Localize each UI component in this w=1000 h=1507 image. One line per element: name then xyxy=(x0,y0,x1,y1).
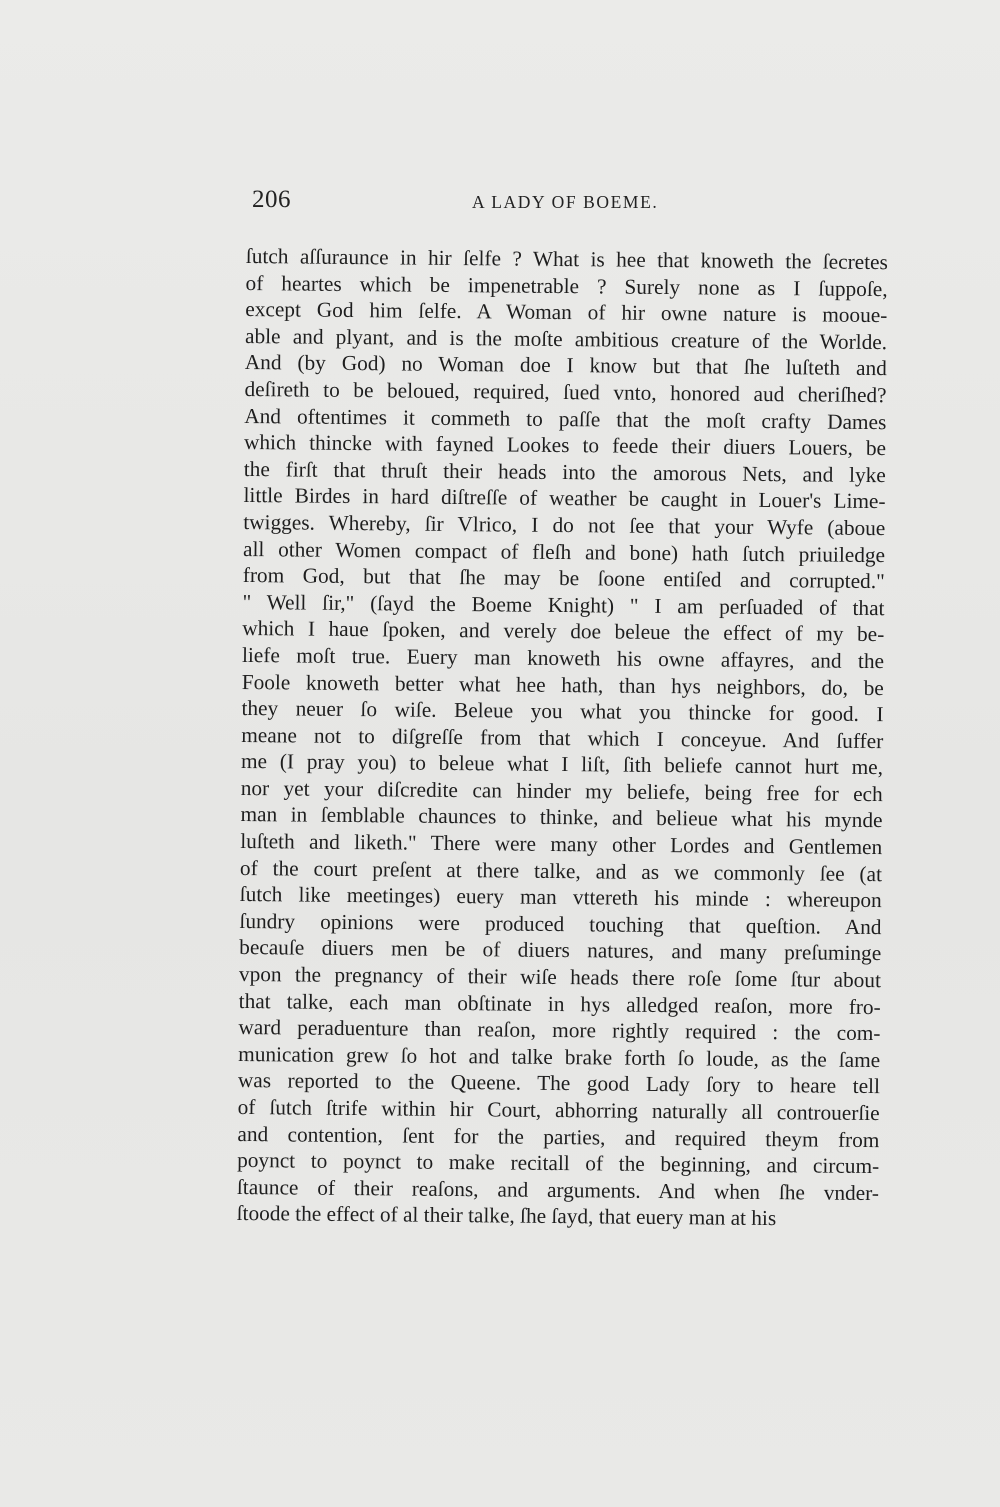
text-line: becauſe diuers men be of diuers natures, and many preſuminge xyxy=(239,935,882,966)
text-line: the firſt that thruſt their heads into the amorous Nets, and lyke xyxy=(243,456,886,487)
text-line: from God, but that ſhe may be ſoone entiſed and corrupted." xyxy=(242,563,885,594)
text-line: ward peraduenture than reaſon, more rightly required : the com- xyxy=(238,1015,881,1046)
text-line: was reported to the Queene. The good Lady ſory to heare tell xyxy=(237,1068,881,1099)
text-line: twigges. Whereby, ſir Vlrico, I do not ſee that your Wyfe (aboue xyxy=(243,509,886,541)
text-line: except God him ſelfe. A Woman of hir owne nature is mooue- xyxy=(245,297,888,328)
text-line: of the court preſent at there talke, and as we commonly ſee (at xyxy=(239,855,883,886)
text-line: me (I pray you) to beleue what I liſt, ſith beliefe cannot hurt me, xyxy=(240,749,884,780)
text-line: Foole knoweth better what hee hath, than hys neighbors, do, be xyxy=(241,669,884,700)
text-line: of ſutch ſtrife within hir Court, abhorring naturally all controuerſie xyxy=(237,1094,880,1126)
text-line: poynct to poynct to make recitall of the beginning, and circum- xyxy=(237,1148,880,1179)
text-line: and contention, ſent for the parties, and required theym from xyxy=(237,1121,880,1152)
text-line: all other Women compact of fleſh and bone) hath ſutch priuiledge xyxy=(242,536,886,567)
text-line: " Well ſir," (ſayd the Boeme Knight) " I am perſuaded of that xyxy=(242,589,885,620)
text-line: they neuer ſo wiſe. Beleue you what you thincke for good. I xyxy=(241,696,884,727)
text-line: And (by God) no Woman doe I know but that ſhe luſteth and xyxy=(244,350,887,381)
text-line: deſireth to be beloued, required, ſued vnto, honored aud cheriſhed? xyxy=(244,376,887,408)
text-line: ſutch like meetinges) euery man vttereth his minde : whereupon xyxy=(239,882,882,913)
text-line: ſutch aſſuraunce in hir ſelfe ? What is hee that knoweth the ſecretes xyxy=(245,243,888,275)
running-title: A LADY OF BOEME. xyxy=(472,192,659,212)
text-line: that talke, each man obſtinate in hys alledged reaſon, more fro- xyxy=(238,988,881,1019)
text-line: liefe moſt true. Euery man knoweth his owne affayres, and the xyxy=(241,642,885,674)
running-head xyxy=(252,184,892,224)
text-line: ſtoode the effect of al their talke, ſhe ſayd, that euery man at his xyxy=(236,1201,777,1231)
text-line: ſundry opinions were produced touching that queſtion. And xyxy=(239,908,882,939)
text-line: nor yet your diſcredite can hinder my beliefe, being free for ech xyxy=(240,775,883,807)
text-line: ſtaunce of their reaſons, and arguments. And when ſhe vnder- xyxy=(236,1174,880,1205)
text-line: man in ſemblable chaunces to thinke, and belieue what his mynde xyxy=(240,802,883,833)
text-line: which I haue ſpoken, and verely doe beleue the effect of my be- xyxy=(242,616,885,647)
page-number: 206 xyxy=(252,186,291,213)
text-line: luſteth and liketh." There were many other Lordes and Gentlemen xyxy=(240,829,883,860)
text-line: vpon the pregnancy of their wiſe heads there roſe ſome ſtur about xyxy=(238,961,882,993)
text-line: which thincke with fayned Lookes to feede their diuers Louers, be xyxy=(243,430,887,461)
text-line: meane not to diſgreſſe from that which I conceyue. And ſuffer xyxy=(241,722,884,753)
text-line: munication grew ſo hot and talke brake forth ſo loude, as the ſame xyxy=(238,1041,881,1072)
text-line: of heartes which be impenetrable ? Surely none as I ſuppoſe, xyxy=(245,270,888,301)
text-line: little Birdes in hard diſtreſſe of weather be caught in Louer's Lime- xyxy=(243,483,886,514)
text-line: And oftentimes it commeth to paſſe that the moſt crafty Dames xyxy=(244,403,887,434)
text-line: able and plyant, and is the moſte ambitious creature of the Worlde. xyxy=(244,323,888,354)
body-text xyxy=(237,243,896,1233)
